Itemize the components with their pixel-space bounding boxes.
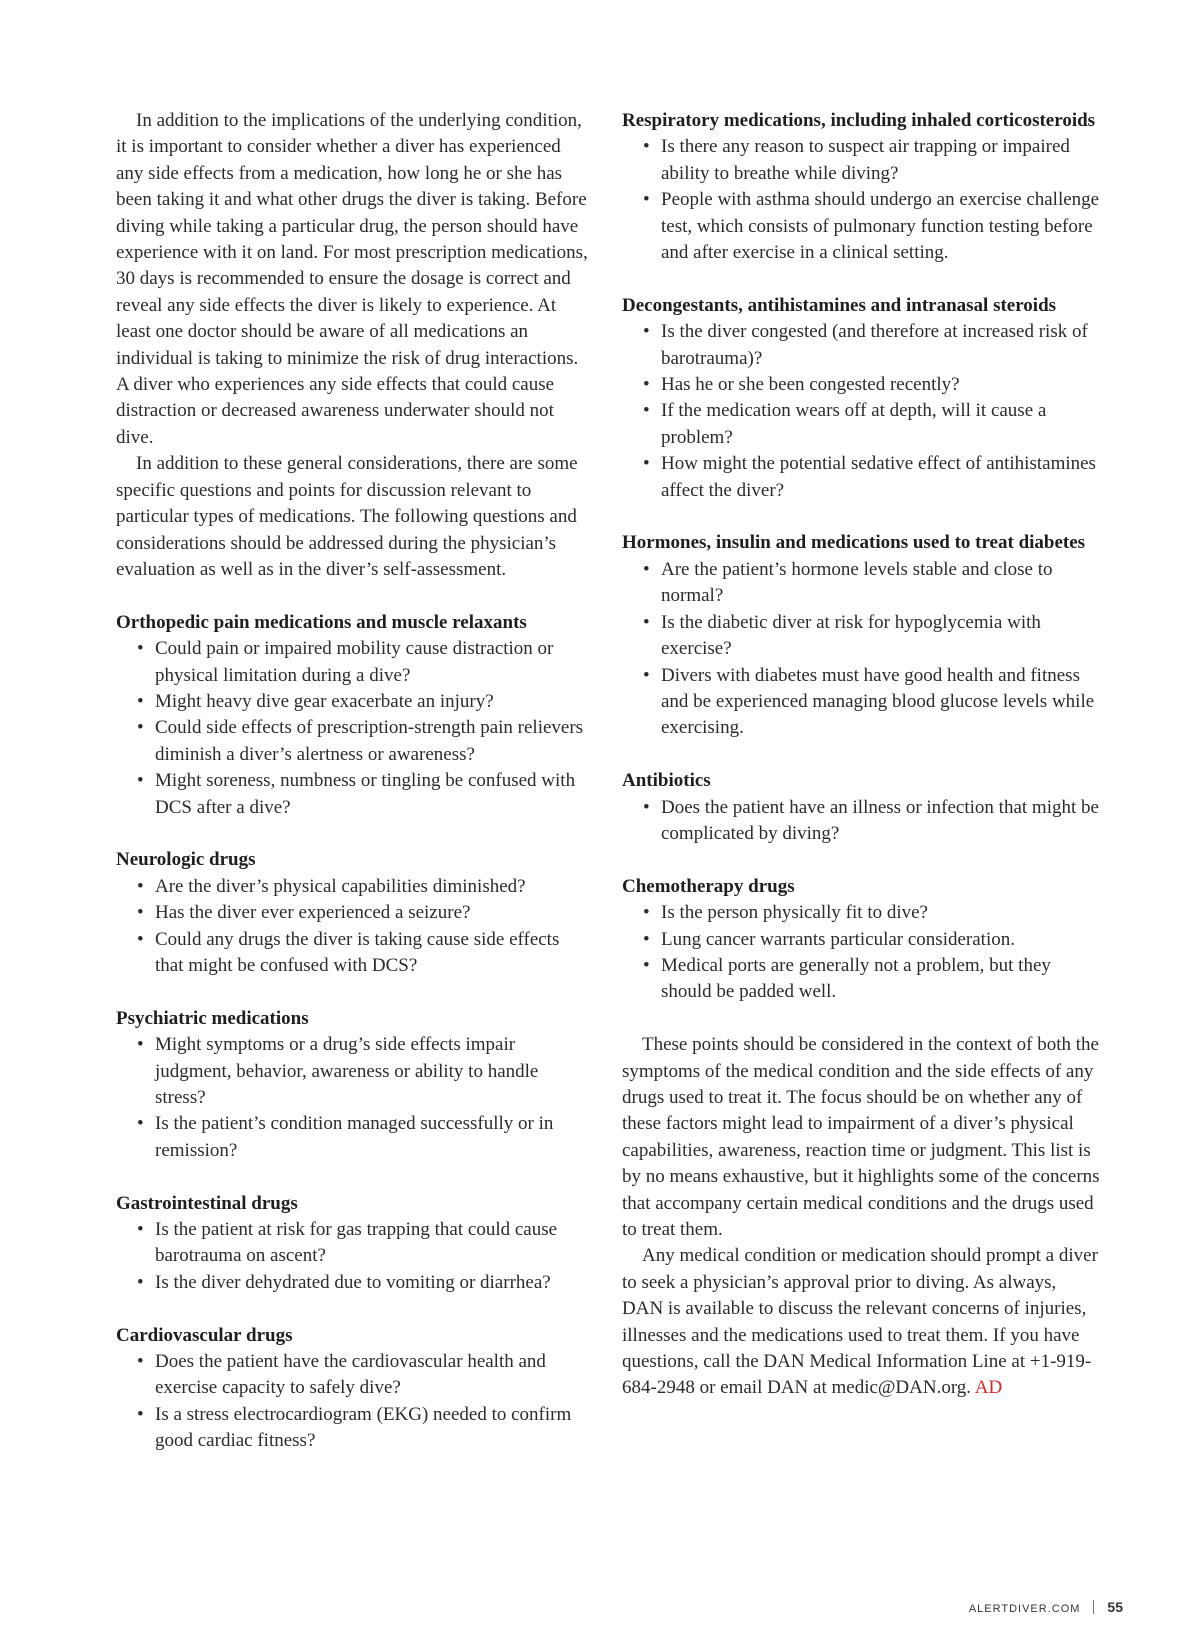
page-number: 55 — [1107, 1599, 1123, 1615]
section-heading-psychiatric: Psychiatric medications — [116, 1007, 309, 1029]
right-column — [622, 108, 1100, 1402]
left-column — [116, 108, 592, 1455]
antibiotics-questions-list — [622, 795, 1100, 848]
list-item: • Lung cancer warrants particular consideration. — [622, 927, 1100, 953]
hormones-questions-list — [622, 557, 1100, 742]
list-item: • How might the potential sedative effect of antihistamines affect the diver? — [622, 451, 1100, 504]
intro-paragraph-2: In addition to these general considerations, there are some specific questions and points for discussion relevant to particular types of medications. The following questions and considerations should be addressed during the physician’s evaluation as well as in the diver’s self-assessment. — [116, 453, 578, 580]
psychiatric-questions-list — [116, 1032, 592, 1164]
list-item: • Has he or she been congested recently? — [622, 372, 1100, 398]
list-item: • Medical ports are generally not a problem, but they should be padded well. — [622, 953, 1100, 1006]
section-heading-gastrointestinal: Gastrointestinal drugs — [116, 1192, 298, 1214]
gastrointestinal-questions-list — [116, 1217, 592, 1296]
end-mark: AD — [974, 1377, 1003, 1399]
footer-divider — [1093, 1600, 1094, 1614]
section-heading-decongestants: Decongestants, antihistamines and intranasal steroids — [622, 294, 1057, 316]
site-url: ALERTDIVER.COM — [968, 1603, 1081, 1615]
list-item: • Is the diver dehydrated due to vomiting or diarrhea? — [116, 1270, 592, 1296]
intro-paragraph-1: In addition to the implications of the underlying condition, it is important to consider whether a diver has experienced any side effects from a medication, how long he or she has been taking it and what other drugs the diver is taking. Before diving while taking a particular drug, the person should have experience with it on land. For most prescription medications, 30 days is recommended to ensure the dosage is correct and reveal any side effects the diver is likely to experience. At least one doctor should be aware of all medications an individual is taking to minimize the risk of drug interactions. A diver who experiences any side effects that could cause distraction or decreased awareness underwater should not dive. — [116, 110, 588, 448]
list-item: • Divers with diabetes must have good health and fitness and be experienced managing blood glucose levels while exercising. — [622, 663, 1100, 742]
section-heading-neurologic: Neurologic drugs — [116, 849, 256, 871]
section-heading-antibiotics: Antibiotics — [622, 770, 711, 792]
section-heading-respiratory: Respiratory medications, including inhaled corticosteroids — [622, 110, 1096, 131]
list-item: • Is the diabetic diver at risk for hypoglycemia with exercise? — [622, 610, 1100, 663]
list-item: • Is the patient’s condition managed successfully or in remission? — [116, 1111, 592, 1164]
section-heading-cardiovascular: Cardiovascular drugs — [116, 1324, 293, 1346]
list-item: • People with asthma should undergo an exercise challenge test, which consists of pulmonary function testing before and after exercise in a clinical setting. — [622, 187, 1100, 266]
list-item: • Could side effects of prescription-strength pain relievers diminish a diver’s alertness or awareness? — [116, 715, 592, 768]
conclusion-paragraph-1: These points should be considered in the context of both the symptoms of the medical condition and the side effects of any drugs used to treat it. The focus should be on whether any of these factors might lead to impairment of a diver’s physical capabilities, awareness, reaction time or judgment. This list is by no means exhaustive, but it highlights some of the concerns that accompany certain medical conditions and the drugs used to treat them. — [622, 1034, 1100, 1240]
orthopedic-questions-list — [116, 636, 592, 821]
list-item: • Are the diver’s physical capabilities diminished? — [116, 874, 592, 900]
list-item: • Is the person physically fit to dive? — [622, 900, 1100, 926]
section-heading-chemotherapy: Chemotherapy drugs — [622, 875, 795, 897]
list-item: • Might heavy dive gear exacerbate an injury? — [116, 689, 592, 715]
chemotherapy-questions-list — [622, 900, 1100, 1006]
list-item: • Is there any reason to suspect air trapping or impaired ability to breathe while diving? — [622, 134, 1100, 187]
cardiovascular-questions-list — [116, 1349, 592, 1455]
section-heading-hormones: Hormones, insulin and medications used to treat diabetes — [622, 532, 1086, 554]
list-item: • Might soreness, numbness or tingling be confused with DCS after a dive? — [116, 768, 592, 821]
page-footer — [0, 1599, 1123, 1617]
list-item: • Could pain or impaired mobility cause distraction or physical limitation during a dive? — [116, 636, 592, 689]
list-item: • Does the patient have an illness or infection that might be complicated by diving? — [622, 795, 1100, 848]
section-heading-orthopedic: Orthopedic pain medications and muscle relaxants — [116, 611, 527, 633]
conclusion-paragraph-2 — [622, 1243, 1100, 1401]
neurologic-questions-list — [116, 874, 592, 980]
list-item: • Is the diver congested (and therefore at increased risk of barotrauma)? — [622, 319, 1100, 372]
list-item: • Is a stress electrocardiogram (EKG) needed to confirm good cardiac fitness? — [116, 1402, 592, 1455]
list-item: • Could any drugs the diver is taking cause side effects that might be confused with DCS? — [116, 927, 592, 980]
list-item: • Has the diver ever experienced a seizure? — [116, 900, 592, 926]
list-item: • Might symptoms or a drug’s side effects impair judgment, behavior, awareness or ability to handle stress? — [116, 1032, 592, 1111]
respiratory-questions-list — [622, 134, 1100, 266]
list-item: • Is the patient at risk for gas trapping that could cause barotrauma on ascent? — [116, 1217, 592, 1270]
list-item: • Does the patient have the cardiovascular health and exercise capacity to safely dive? — [116, 1349, 592, 1402]
list-item: • If the medication wears off at depth, will it cause a problem? — [622, 398, 1100, 451]
conclusion-paragraph-2-text: Any medical condition or medication should prompt a diver to seek a physician’s approval prior to diving. As always, DAN is available to discuss the relevant concerns of injuries, illnesses and the medications used to treat them. If you have questions, call the DAN Medical Information Line at +1-919-684-2948 or email DAN at medic@DAN.org. — [622, 1245, 1098, 1399]
list-item: • Are the patient’s hormone levels stable and close to normal? — [622, 557, 1100, 610]
decongestants-questions-list — [622, 319, 1100, 504]
